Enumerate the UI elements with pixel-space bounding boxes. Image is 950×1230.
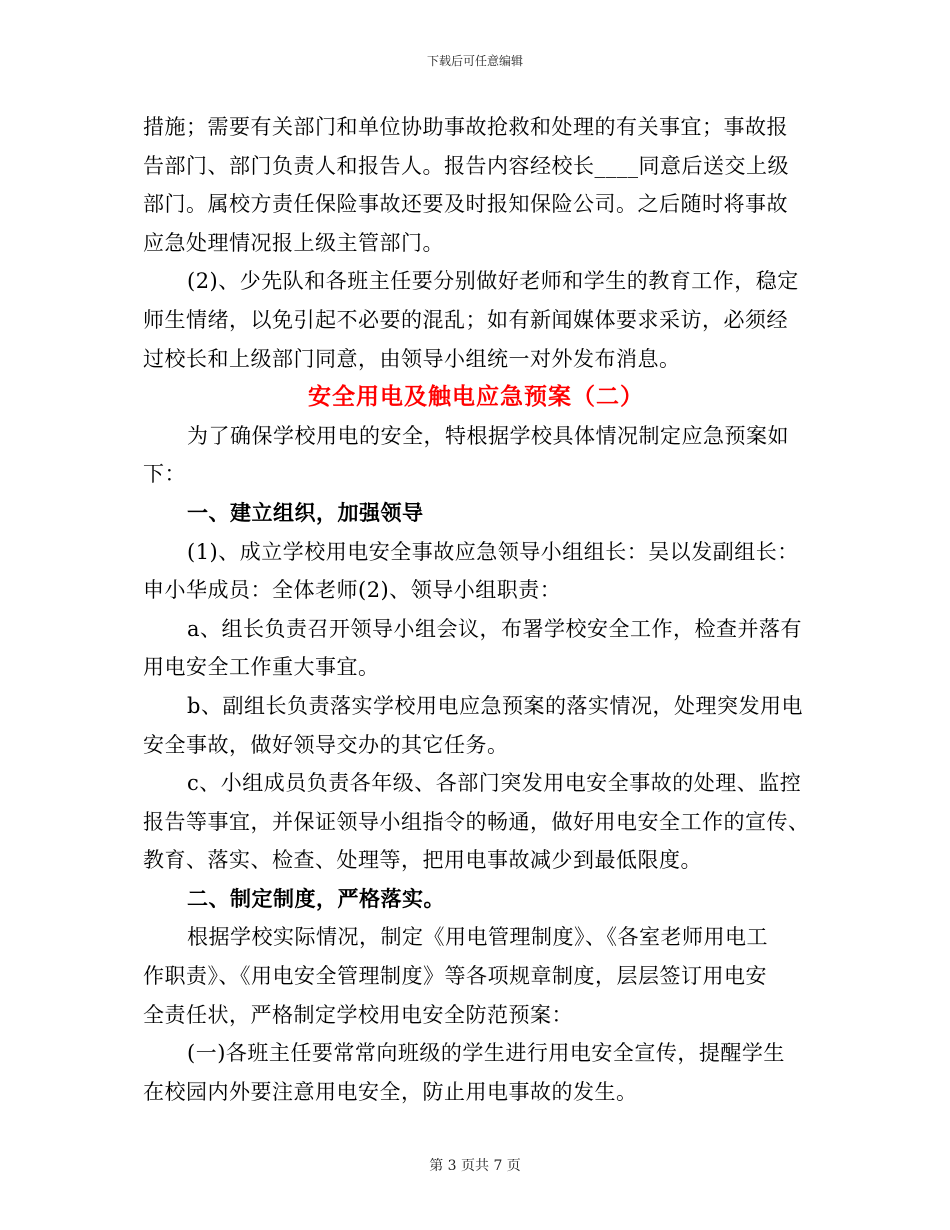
paragraph-item-a: [143, 610, 809, 687]
heading-organization: 一、建立组织，加强领导: [187, 499, 424, 525]
document-body: [143, 108, 809, 1111]
text-line: (1)、成立学校用电安全事故应急领导小组组长：吴以发副组长：: [187, 539, 799, 564]
text-line: 为了确保学校用电的安全，特根据学校具体情况制定应急预案如: [187, 423, 789, 448]
text-line: 应急处理情况报上级主管部门。: [143, 230, 444, 255]
text-line: 根据学校实际情况，制定《用电管理制度》、《各室老师用电工: [187, 925, 768, 950]
text-line: 师生情绪，以免引起不必要的混乱；如有新闻媒体要求采访，必须经: [143, 307, 788, 332]
paragraph-item-b: [143, 687, 809, 764]
text-line: 报告等事宜，并保证领导小组指令的畅通，做好用电安全工作的宣传、: [143, 809, 810, 834]
text-line: 全责任状，严格制定学校用电安全防范预案：: [143, 1002, 573, 1027]
paragraph-rule-1: [143, 1034, 809, 1111]
text-line: 措施；需要有关部门和单位协助事故抢救和处理的有关事宜；事故报: [143, 115, 788, 139]
text-line: 下：: [143, 462, 186, 487]
text-line: (2)、少先队和各班主任要分别做好老师和学生的教育工作，稳定: [187, 269, 799, 294]
paragraph-emergency-report: [143, 108, 809, 262]
text-line: 部门。属校方责任保险事故还要及时报知保险公司。之后随时将事故: [143, 192, 788, 217]
paragraph-leadership-group: [143, 533, 809, 610]
text-line: b、副组长负责落实学校用电应急预案的落实情况，处理突发用电: [187, 693, 803, 718]
text-line: a、组长负责召开领导小组会议，布署学校安全工作，检查并落有: [187, 616, 803, 641]
text-line: 告部门、部门负责人和报告人。报告内容经校长____同意后送交上级: [143, 153, 789, 178]
page-footer: 第 3 页共 7 页: [429, 1158, 521, 1174]
page-header: 下载后可任意编辑: [426, 54, 523, 68]
text-line: 作职责》、《用电安全管理制度》等各项规章制度，层层签订用电安: [143, 964, 767, 989]
paragraph-item-c: [143, 764, 809, 880]
text-line: 在校园内外要注意用电安全，防止用电事故的发生。: [143, 1079, 638, 1104]
heading-rules: 二、制定制度，严格落实。: [187, 885, 445, 911]
text-line: 申小华成员：全体老师(2)、领导小组职责：: [143, 578, 562, 603]
paragraph-rules: [143, 918, 809, 1034]
text-line: (一)各班主任要常常向班级的学生进行用电安全宣传，提醒学生: [187, 1041, 785, 1066]
text-line: c、小组成员负责各年级、各部门突发用电安全事故的处理、监控: [187, 771, 802, 796]
text-line: 教育、落实、检查、处理等，把用电事故减少到最低限度。: [143, 848, 702, 873]
paragraph-intro: [143, 417, 809, 494]
paragraph-education-work: [143, 262, 809, 378]
text-line: 用电安全工作重大事宜。: [143, 655, 380, 680]
section-title: 安全用电及触电应急预案（二）: [308, 384, 644, 411]
text-line: 过校长和上级部门同意，由领导小组统一对外发布消息。: [143, 346, 681, 371]
text-line: 安全事故，做好领导交办的其它任务。: [143, 732, 509, 757]
